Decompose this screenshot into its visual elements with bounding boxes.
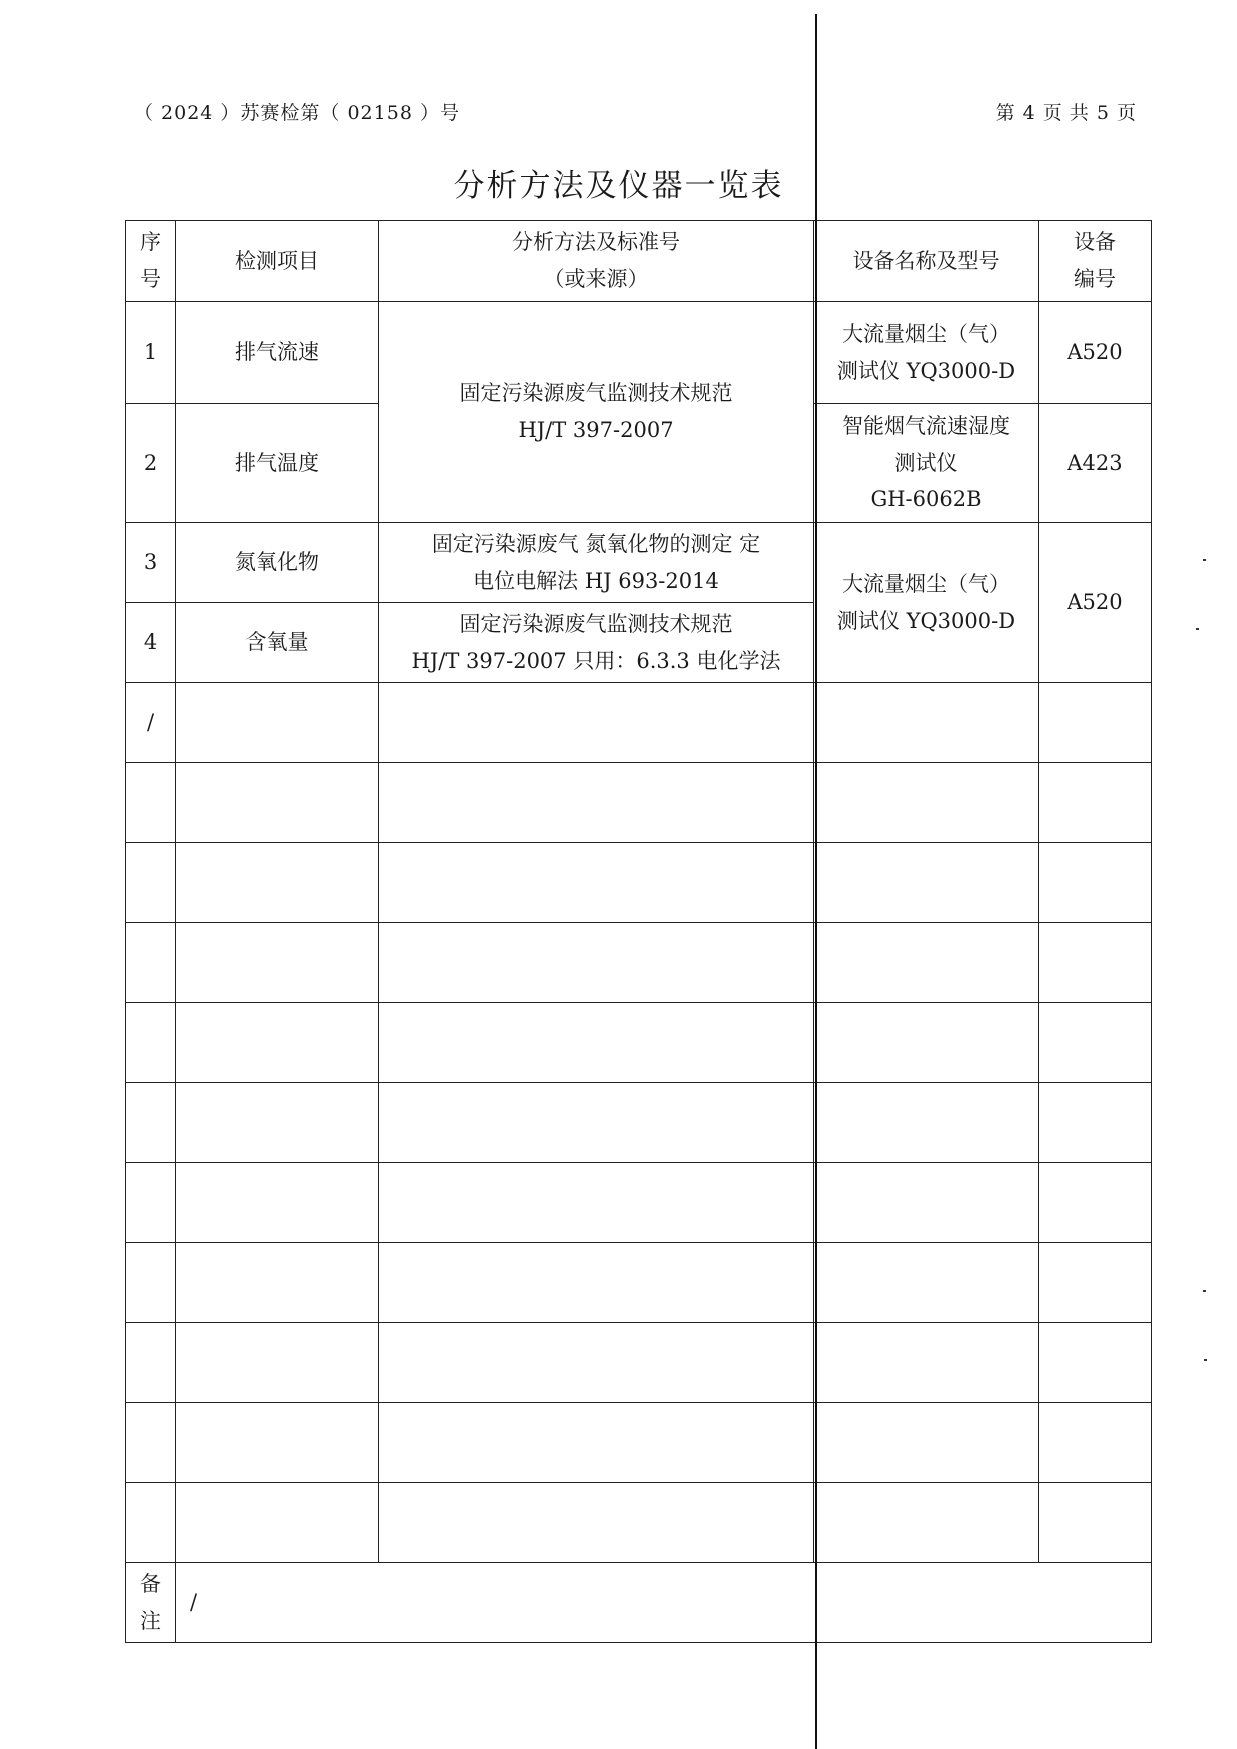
row-item: 氮氧化物 xyxy=(176,523,379,603)
header-method: 分析方法及标准号 （或来源） xyxy=(379,221,814,302)
header-equip-no: 设备 编号 xyxy=(1039,221,1152,302)
empty-cell xyxy=(176,1243,379,1323)
empty-table-row xyxy=(126,1483,1152,1563)
row-equipment: 大流量烟尘（气） 测试仪 YQ3000-D xyxy=(814,523,1039,683)
empty-cell xyxy=(814,1083,1039,1163)
document-number: （ 2024 ）苏赛检第（ 02158 ）号 xyxy=(134,102,460,124)
empty-cell xyxy=(176,843,379,923)
empty-cell xyxy=(379,1483,814,1563)
empty-rows xyxy=(126,763,1152,1563)
remarks-row xyxy=(126,1563,1152,1643)
empty-cell xyxy=(126,1403,176,1483)
empty-cell xyxy=(1039,1403,1152,1483)
row-equip-no xyxy=(1039,683,1152,763)
empty-cell xyxy=(176,1403,379,1483)
row-method: 固定污染源废气监测技术规范 HJ/T 397-2007 xyxy=(379,302,814,523)
empty-cell xyxy=(176,1083,379,1163)
empty-cell xyxy=(126,1323,176,1403)
row-item: 排气流速 xyxy=(176,302,379,404)
empty-cell xyxy=(126,1003,176,1083)
empty-cell xyxy=(379,763,814,843)
scan-speck xyxy=(1196,628,1199,630)
empty-cell xyxy=(379,1243,814,1323)
empty-table-row xyxy=(126,763,1152,843)
row-item xyxy=(176,683,379,763)
empty-cell xyxy=(814,1483,1039,1563)
row-method: 固定污染源废气 氮氧化物的测定 定 电位电解法 HJ 693-2014 xyxy=(379,523,814,603)
row-equipment: 智能烟气流速湿度 测试仪 GH-6062B xyxy=(814,404,1039,523)
empty-cell xyxy=(379,1003,814,1083)
empty-cell xyxy=(1039,1483,1152,1563)
header-item: 检测项目 xyxy=(176,221,379,302)
scan-speck xyxy=(1204,1359,1207,1361)
table-row xyxy=(126,302,1152,404)
row-seq: 2 xyxy=(126,404,176,523)
row-equip-no: A520 xyxy=(1039,302,1152,404)
remarks-value: / xyxy=(176,1563,1152,1643)
empty-cell xyxy=(176,1483,379,1563)
empty-cell xyxy=(814,923,1039,1003)
page-title: 分析方法及仪器一览表 xyxy=(453,168,784,204)
empty-cell xyxy=(176,923,379,1003)
empty-table-row xyxy=(126,1243,1152,1323)
empty-cell xyxy=(1039,843,1152,923)
row-seq: 1 xyxy=(126,302,176,404)
empty-cell xyxy=(1039,1083,1152,1163)
empty-cell xyxy=(1039,1243,1152,1323)
empty-cell xyxy=(1039,763,1152,843)
remarks-label: 备 注 xyxy=(126,1563,176,1643)
empty-cell xyxy=(814,1243,1039,1323)
empty-cell xyxy=(814,1003,1039,1083)
scan-speck xyxy=(1203,559,1206,561)
empty-cell xyxy=(814,763,1039,843)
empty-cell xyxy=(126,1083,176,1163)
empty-cell xyxy=(126,923,176,1003)
table-row xyxy=(126,683,1152,763)
empty-cell xyxy=(379,1083,814,1163)
header-equipment: 设备名称及型号 xyxy=(814,221,1039,302)
empty-cell xyxy=(126,843,176,923)
empty-table-row xyxy=(126,1083,1152,1163)
empty-cell xyxy=(176,1163,379,1243)
empty-cell xyxy=(176,763,379,843)
binding-line xyxy=(815,14,817,1749)
empty-cell xyxy=(379,843,814,923)
row-seq: / xyxy=(126,683,176,763)
page-indicator: 第 4 页 共 5 页 xyxy=(995,102,1137,124)
row-seq: 3 xyxy=(126,523,176,603)
table-row xyxy=(126,523,1152,603)
empty-cell xyxy=(814,1403,1039,1483)
empty-cell xyxy=(379,1403,814,1483)
empty-cell xyxy=(1039,1323,1152,1403)
empty-cell xyxy=(176,1323,379,1403)
scan-speck xyxy=(1203,1290,1206,1292)
empty-cell xyxy=(1039,1003,1152,1083)
empty-cell xyxy=(814,843,1039,923)
empty-cell xyxy=(126,1483,176,1563)
empty-table-row xyxy=(126,923,1152,1003)
row-method: 固定污染源废气监测技术规范 HJ/T 397-2007 只用：6.3.3 电化学法 xyxy=(379,603,814,683)
empty-cell xyxy=(379,1323,814,1403)
empty-cell xyxy=(126,1163,176,1243)
row-method xyxy=(379,683,814,763)
analysis-methods-table xyxy=(125,220,1152,1643)
header-seq: 序 号 xyxy=(126,221,176,302)
row-seq: 4 xyxy=(126,603,176,683)
empty-table-row xyxy=(126,1163,1152,1243)
row-equip-no: A423 xyxy=(1039,404,1152,523)
empty-table-row xyxy=(126,1323,1152,1403)
row-equip-no: A520 xyxy=(1039,523,1152,683)
empty-cell xyxy=(814,1323,1039,1403)
empty-cell xyxy=(126,1243,176,1323)
empty-cell xyxy=(126,763,176,843)
row-item: 含氧量 xyxy=(176,603,379,683)
empty-cell xyxy=(176,1003,379,1083)
empty-table-row xyxy=(126,1403,1152,1483)
empty-cell xyxy=(379,1163,814,1243)
empty-cell xyxy=(379,923,814,1003)
row-equipment: 大流量烟尘（气） 测试仪 YQ3000-D xyxy=(814,302,1039,404)
table-header-row xyxy=(126,221,1152,302)
empty-table-row xyxy=(126,843,1152,923)
row-item: 排气温度 xyxy=(176,404,379,523)
empty-table-row xyxy=(126,1003,1152,1083)
empty-cell xyxy=(1039,923,1152,1003)
empty-cell xyxy=(814,1163,1039,1243)
empty-cell xyxy=(1039,1163,1152,1243)
row-equipment xyxy=(814,683,1039,763)
